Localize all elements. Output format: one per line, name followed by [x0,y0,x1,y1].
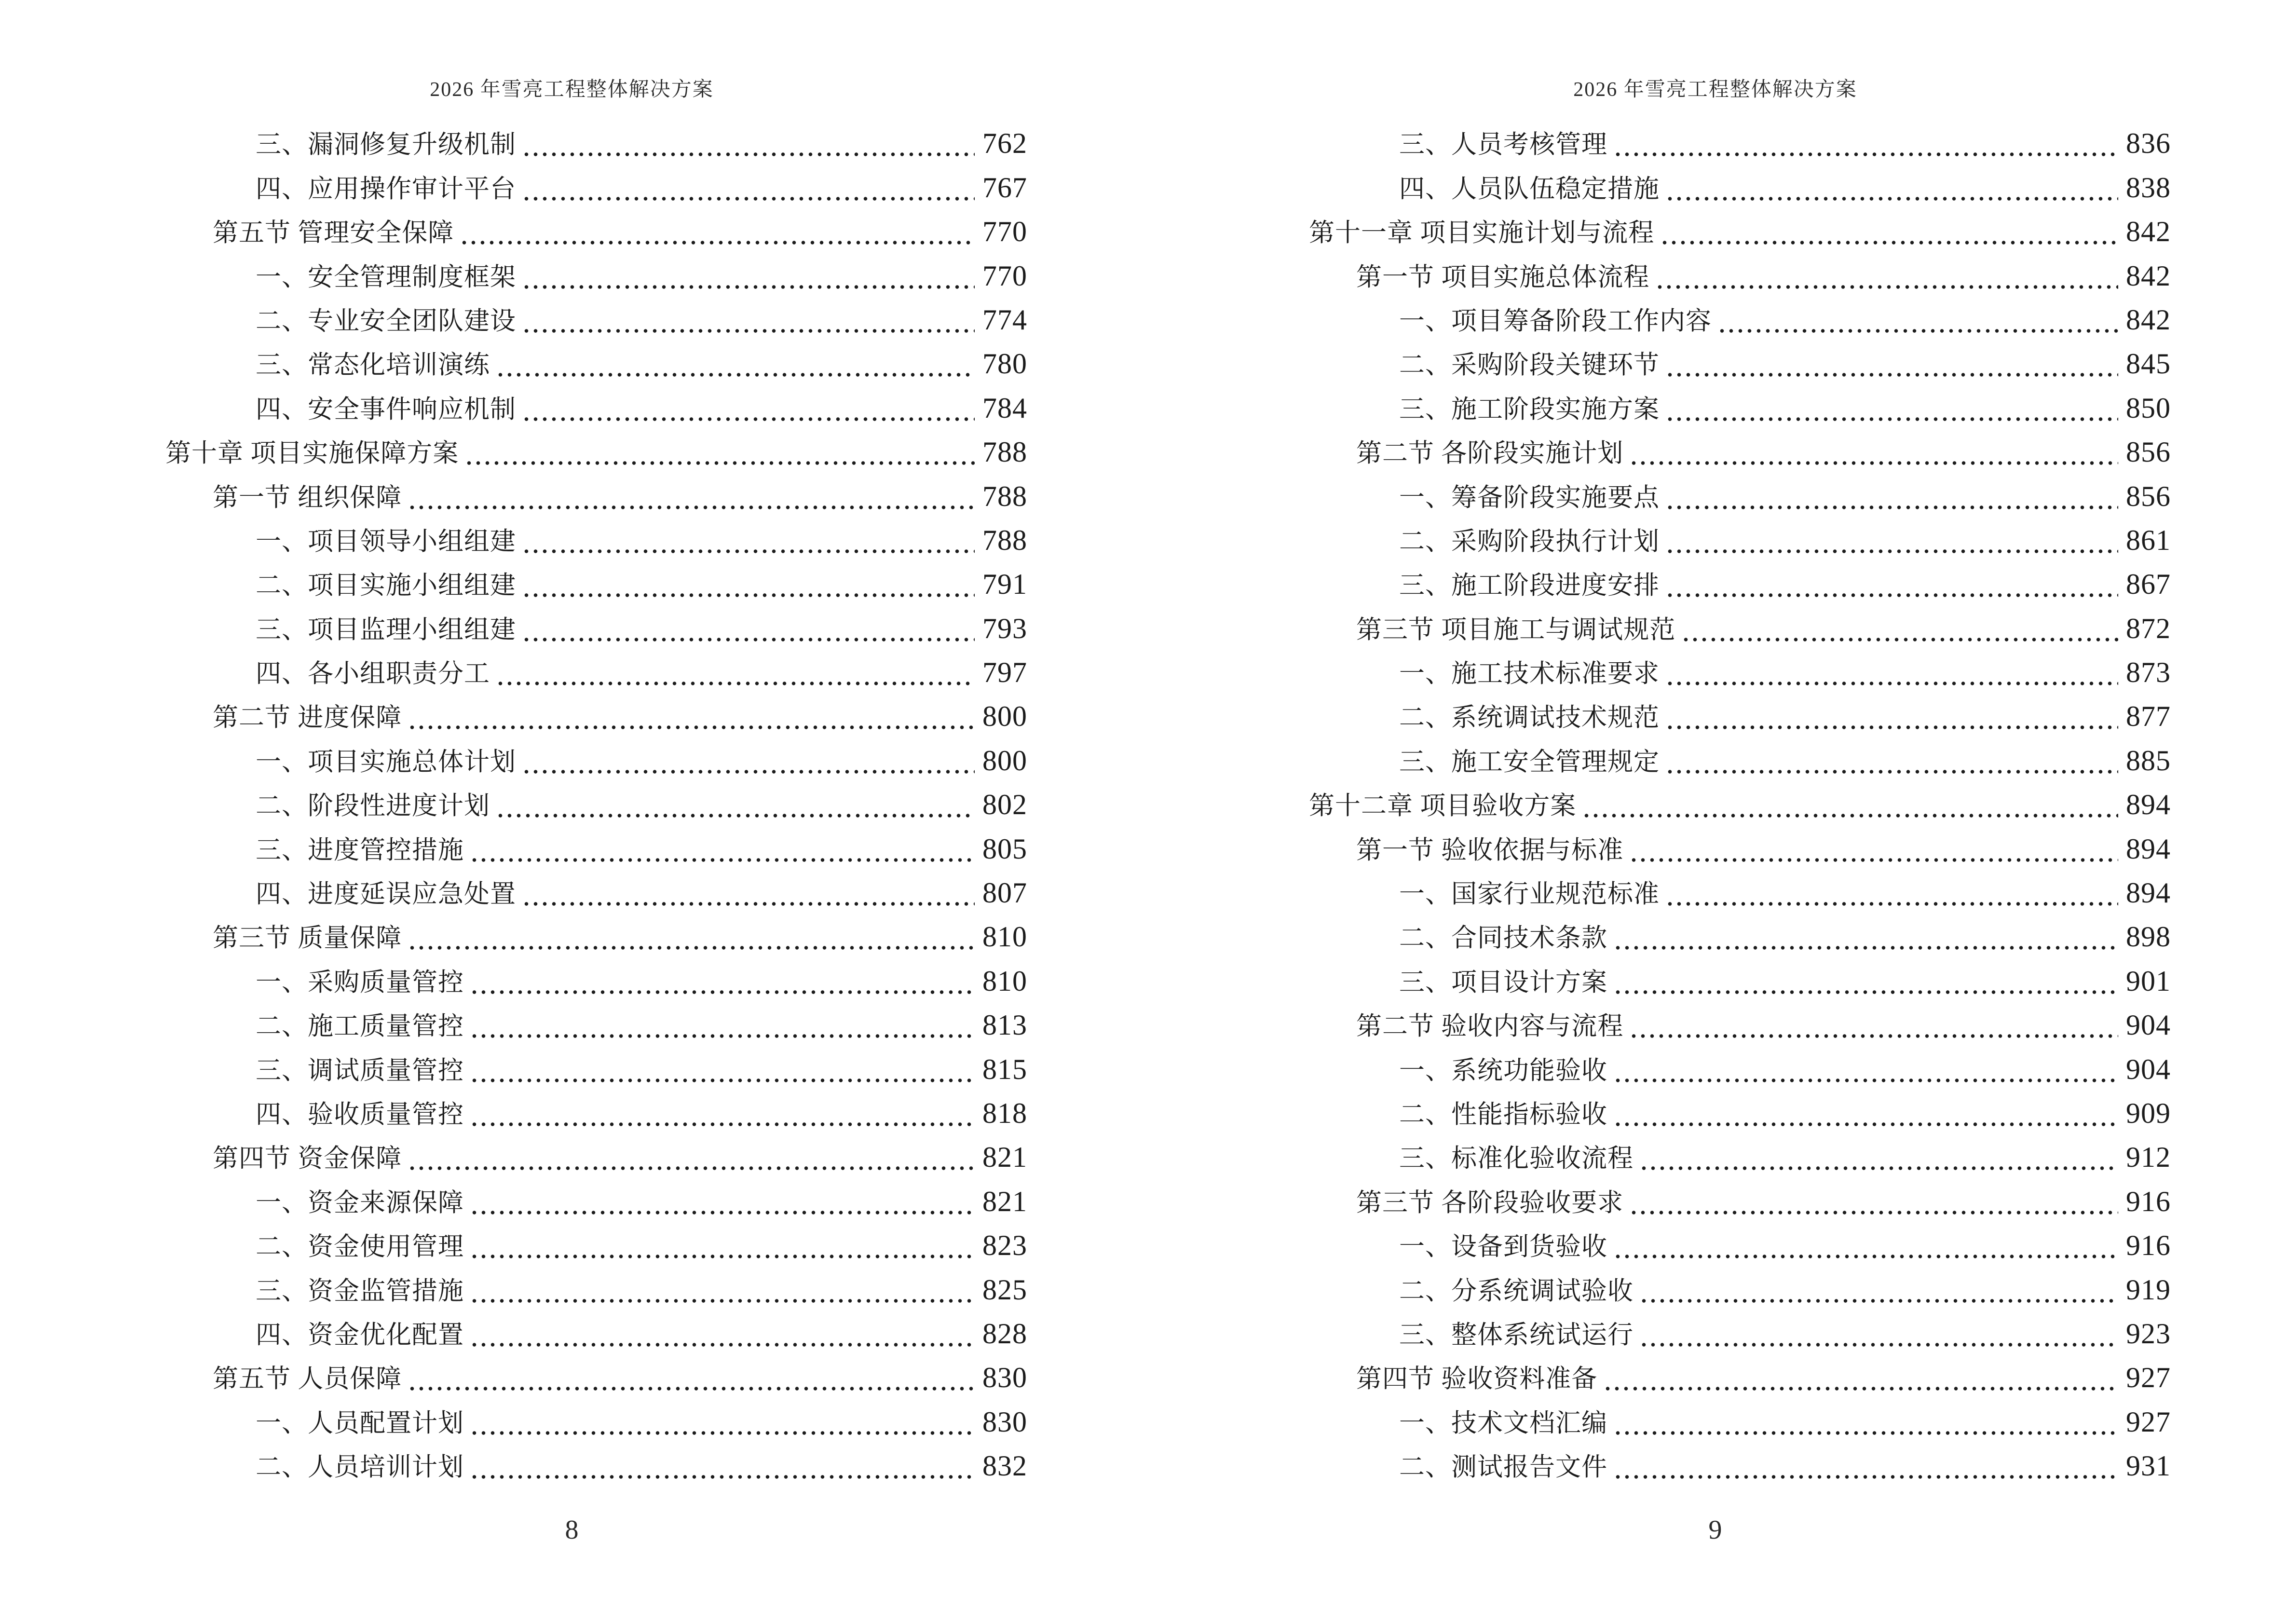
dot-leader [460,239,975,246]
toc-entry-page-number: 901 [2126,965,2171,997]
toc-entry-page-number: 810 [982,921,1027,953]
toc-entry [1309,738,2171,782]
toc-entry-page-number: 856 [2126,436,2171,468]
toc-entry-label: 二、项目实施小组组建 [256,572,516,600]
toc-entry [165,254,1027,298]
dot-leader [522,548,975,555]
toc-entry-page-number: 856 [2126,480,2171,512]
toc-entry-page-number: 770 [982,259,1027,292]
dot-leader [496,371,975,378]
dot-leader [1639,1165,2118,1172]
toc-entry [1309,342,2171,386]
dot-leader [470,1033,975,1039]
toc-entry [165,519,1027,562]
toc-entry-page-number: 872 [2126,612,2171,644]
toc-entry-label: 第二节 各阶段实施计划 [1356,439,1624,468]
toc-entry [1309,606,2171,650]
dot-leader [470,857,975,863]
toc-entry [165,1224,1027,1268]
dot-leader [1665,724,2118,731]
dot-leader [1665,548,2118,555]
dot-leader [522,768,975,775]
toc-entry-label: 第十章 项目实施保障方案 [165,439,459,468]
toc-entry [165,562,1027,606]
toc-entry-label: 一、采购质量管控 [256,968,464,996]
dot-leader [1629,460,2118,466]
toc-entry-page-number: 805 [982,832,1027,865]
dot-leader [1613,944,2118,951]
toc-entry-page-number: 813 [982,1009,1027,1041]
dot-leader [1613,1430,2118,1436]
dot-leader [1717,328,2118,334]
toc-entry-label: 一、人员配置计划 [256,1409,464,1437]
dot-leader [1613,1121,2118,1128]
toc-entry [1309,1356,2171,1400]
toc-entry [1309,1312,2171,1356]
dot-leader [470,1341,975,1348]
toc-entry-page-number: 836 [2126,127,2171,160]
toc-entry-label: 第三节 项目施工与调试规范 [1356,615,1676,644]
toc-list [165,122,1027,1488]
toc-entry [1309,1444,2171,1488]
dot-leader [1665,768,2118,775]
toc-entry-label: 三、施工阶段进度安排 [1399,572,1660,600]
toc-entry [1309,695,2171,738]
toc-entry [1309,562,2171,606]
toc-list [1309,122,2171,1488]
toc-entry [165,1356,1027,1400]
toc-entry-page-number: 885 [2126,744,2171,777]
toc-entry-label: 第三节 各阶段验收要求 [1356,1188,1624,1217]
toc-entry-label: 二、性能指标验收 [1399,1100,1607,1129]
toc-entry-label: 三、项目监理小组组建 [256,615,516,644]
dot-leader [522,151,975,158]
dot-leader [496,680,975,687]
toc-entry-page-number: 927 [2126,1362,2171,1394]
dot-leader [522,328,975,334]
toc-entry-page-number: 807 [982,877,1027,909]
dot-leader [470,1077,975,1084]
dot-leader [522,195,975,202]
toc-entry [165,210,1027,254]
dot-leader [470,1430,975,1436]
toc-entry [165,959,1027,1003]
dot-leader [408,1385,975,1392]
toc-entry-label: 四、安全事件响应机制 [256,395,516,423]
dot-leader [1613,1474,2118,1480]
dot-leader [496,812,975,819]
dot-leader [1665,901,2118,907]
toc-entry [1309,430,2171,474]
toc-entry-page-number: 797 [982,656,1027,689]
toc-entry-page-number: 810 [982,965,1027,997]
dot-leader [470,1209,975,1216]
dot-leader [522,636,975,643]
toc-entry [165,474,1027,518]
toc-entry [1309,122,2171,165]
toc-entry-page-number: 828 [982,1317,1027,1350]
dot-leader [1629,857,2118,863]
dot-leader [522,416,975,423]
dot-leader [408,724,975,731]
toc-entry-label: 第二节 验收内容与流程 [1356,1012,1624,1041]
dot-leader [408,1165,975,1172]
toc-entry-page-number: 909 [2126,1097,2171,1129]
toc-entry-page-number: 904 [2126,1009,2171,1041]
toc-entry [1309,1003,2171,1047]
toc-entry [1309,474,2171,518]
toc-entry [165,1092,1027,1135]
toc-entry-page-number: 815 [982,1053,1027,1085]
page-header: 2026 年雪亮工程整体解决方案 [430,79,714,101]
toc-entry-label: 四、资金优化配置 [256,1321,464,1349]
toc-entry-page-number: 770 [982,216,1027,248]
toc-entry-label: 三、标准化验收流程 [1399,1145,1634,1173]
dot-leader [470,989,975,996]
toc-entry-page-number: 842 [2126,259,2171,292]
toc-entry-label: 一、设备到货验收 [1399,1233,1607,1261]
toc-entry-page-number: 818 [982,1097,1027,1129]
toc-entry-label: 第一节 验收依据与标准 [1356,836,1624,864]
toc-entry-label: 四、进度延误应急处置 [256,880,516,909]
toc-entry-label: 第十二章 项目验收方案 [1309,792,1577,820]
toc-entry [165,783,1027,827]
toc-entry-page-number: 791 [982,568,1027,600]
dot-leader [1665,371,2118,378]
toc-entry [1309,1268,2171,1311]
dot-leader [1681,636,2118,643]
toc-entry-page-number: 788 [982,524,1027,556]
toc-entry-label: 第五节 管理安全保障 [213,219,454,247]
toc-entry-page-number: 788 [982,480,1027,512]
toc-entry-label: 二、资金使用管理 [256,1233,464,1261]
toc-entry-label: 三、调试质量管控 [256,1056,464,1085]
dot-leader [1603,1385,2118,1392]
dot-leader [408,944,975,951]
toc-entry-label: 第四节 验收资料准备 [1356,1365,1598,1393]
toc-entry-page-number: 894 [2126,877,2171,909]
toc-entry-label: 一、项目筹备阶段工作内容 [1399,307,1712,335]
toc-entry-label: 三、资金监管措施 [256,1277,464,1305]
toc-entry [165,606,1027,650]
toc-entry-page-number: 842 [2126,216,2171,248]
toc-entry-page-number: 850 [2126,392,2171,424]
toc-entry-page-number: 861 [2126,524,2171,556]
toc-entry-label: 一、安全管理制度框架 [256,263,516,291]
dot-leader [470,1297,975,1304]
toc-entry-label: 一、施工技术标准要求 [1399,660,1660,688]
toc-entry-page-number: 821 [982,1141,1027,1174]
toc-entry-label: 一、系统功能验收 [1399,1056,1607,1085]
toc-entry-label: 第三节 质量保障 [213,924,402,953]
toc-entry-label: 三、整体系统试运行 [1399,1321,1634,1349]
toc-entry [1309,915,2171,959]
toc-entry-label: 二、施工质量管控 [256,1012,464,1041]
toc-entry-page-number: 898 [2126,921,2171,953]
toc-entry-page-number: 800 [982,744,1027,777]
toc-entry-page-number: 916 [2126,1229,2171,1262]
dot-leader [522,901,975,907]
toc-entry [165,1268,1027,1311]
toc-entry [165,1003,1027,1047]
dot-leader [522,592,975,599]
toc-entry-label: 第四节 资金保障 [213,1145,402,1173]
dot-leader [1665,680,2118,687]
toc-entry [165,298,1027,342]
dot-leader [1665,592,2118,599]
toc-entry [1309,1092,2171,1135]
toc-entry-page-number: 830 [982,1362,1027,1394]
dot-leader [1613,1077,2118,1084]
toc-entry [1309,519,2171,562]
toc-entry [1309,298,2171,342]
dot-leader [470,1253,975,1260]
toc-entry-label: 一、国家行业规范标准 [1399,880,1660,909]
toc-entry-label: 二、阶段性进度计划 [256,792,490,820]
toc-entry-label: 三、人员考核管理 [1399,131,1607,159]
toc-entry [165,695,1027,738]
toc-entry-page-number: 830 [982,1406,1027,1438]
toc-entry-page-number: 931 [2126,1450,2171,1482]
toc-entry-label: 一、资金来源保障 [256,1188,464,1217]
toc-entry-label: 三、进度管控措施 [256,836,464,864]
toc-entry-label: 三、施工阶段实施方案 [1399,395,1660,423]
toc-entry-label: 第十一章 项目实施计划与流程 [1309,219,1655,247]
toc-entry [165,871,1027,915]
dot-leader [1665,504,2118,511]
page-header: 2026 年雪亮工程整体解决方案 [1573,79,1857,101]
toc-entry [165,122,1027,165]
toc-entry-label: 第二节 进度保障 [213,704,402,732]
toc-entry-page-number: 923 [2126,1317,2171,1350]
toc-entry [165,1135,1027,1179]
dot-leader [1613,151,2118,158]
toc-entry-page-number: 821 [982,1185,1027,1217]
toc-entry [1309,165,2171,209]
toc-entry [1309,1179,2171,1223]
toc-entry [1309,1224,2171,1268]
toc-entry [165,1312,1027,1356]
toc-entry-label: 二、合同技术条款 [1399,924,1607,953]
toc-entry [165,1179,1027,1223]
toc-entry [1309,959,2171,1003]
toc-entry [1309,827,2171,871]
dot-leader [522,284,975,290]
toc-entry-label: 四、应用操作审计平台 [256,175,516,203]
toc-entry-label: 四、验收质量管控 [256,1100,464,1129]
dot-leader [1639,1297,2118,1304]
toc-entry [165,738,1027,782]
dot-leader [1582,812,2118,819]
toc-entry-page-number: 873 [2126,656,2171,689]
toc-entry-page-number: 780 [982,348,1027,380]
toc-page-right [1144,0,2287,1624]
toc-entry-label: 二、采购阶段关键环节 [1399,351,1660,380]
toc-entry-label: 四、人员队伍稳定措施 [1399,175,1660,203]
toc-entry [1309,871,2171,915]
toc-entry-label: 二、分系统调试验收 [1399,1277,1634,1305]
toc-entry [165,386,1027,430]
toc-entry-label: 三、项目设计方案 [1399,968,1607,996]
toc-entry-page-number: 894 [2126,789,2171,821]
toc-entry-page-number: 774 [982,303,1027,336]
toc-entry-label: 二、系统调试技术规范 [1399,704,1660,732]
toc-entry-page-number: 842 [2126,303,2171,336]
toc-entry [1309,1135,2171,1179]
toc-entry-label: 三、施工安全管理规定 [1399,748,1660,776]
toc-entry-page-number: 838 [2126,171,2171,204]
dot-leader [1629,1209,2118,1216]
toc-entry [165,430,1027,474]
toc-entry [165,342,1027,386]
dot-leader [470,1121,975,1128]
toc-entry-page-number: 800 [982,700,1027,733]
toc-entry [1309,651,2171,695]
toc-entry-page-number: 823 [982,1229,1027,1262]
dot-leader [1660,239,2118,246]
dot-leader [1639,1341,2118,1348]
toc-entry [1309,783,2171,827]
toc-entry-label: 第五节 人员保障 [213,1365,402,1393]
toc-entry-page-number: 825 [982,1273,1027,1306]
toc-entry [165,915,1027,959]
toc-entry-label: 二、测试报告文件 [1399,1453,1607,1482]
toc-entry-page-number: 832 [982,1450,1027,1482]
toc-entry-label: 第一节 组织保障 [213,483,402,512]
toc-entry-label: 二、专业安全团队建设 [256,307,516,335]
dot-leader [1629,1033,2118,1039]
toc-entry [165,165,1027,209]
toc-entry-page-number: 877 [2126,700,2171,733]
dot-leader [464,460,975,466]
toc-entry-label: 三、常态化培训演练 [256,351,490,380]
toc-entry [165,1400,1027,1444]
toc-entry [165,651,1027,695]
toc-entry-page-number: 904 [2126,1053,2171,1085]
dot-leader [408,504,975,511]
toc-entry-page-number: 802 [982,789,1027,821]
toc-entry-label: 一、项目领导小组组建 [256,527,516,556]
toc-entry-label: 第一节 项目实施总体流程 [1356,263,1650,291]
toc-entry-label: 一、技术文档汇编 [1399,1409,1607,1437]
toc-entry [165,1047,1027,1091]
dot-leader [1655,284,2118,290]
toc-entry-page-number: 919 [2126,1273,2171,1306]
dot-leader [1665,195,2118,202]
toc-entry-label: 四、各小组职责分工 [256,660,490,688]
toc-entry-page-number: 784 [982,392,1027,424]
toc-entry [1309,254,2171,298]
toc-entry [165,827,1027,871]
dot-leader [1613,1253,2118,1260]
toc-entry [165,1444,1027,1488]
toc-entry-page-number: 845 [2126,348,2171,380]
toc-entry-label: 一、筹备阶段实施要点 [1399,483,1660,512]
toc-entry-label: 一、项目实施总体计划 [256,748,516,776]
dot-leader [1613,989,2118,996]
toc-entry [1309,386,2171,430]
toc-entry-page-number: 867 [2126,568,2171,600]
toc-entry-page-number: 916 [2126,1185,2171,1217]
toc-entry-page-number: 788 [982,436,1027,468]
toc-entry-label: 二、人员培训计划 [256,1453,464,1482]
page-footer-number: 8 [565,1515,579,1545]
dot-leader [470,1474,975,1480]
toc-entry-page-number: 767 [982,171,1027,204]
toc-entry-page-number: 762 [982,127,1027,160]
toc-entry [1309,1047,2171,1091]
toc-entry-page-number: 793 [982,612,1027,644]
toc-entry-label: 三、漏洞修复升级机制 [256,131,516,159]
toc-entry-label: 二、采购阶段执行计划 [1399,527,1660,556]
toc-entry-page-number: 894 [2126,832,2171,865]
toc-entry-page-number: 927 [2126,1406,2171,1438]
toc-entry [1309,210,2171,254]
toc-entry [1309,1400,2171,1444]
toc-entry-page-number: 912 [2126,1141,2171,1174]
dot-leader [1665,416,2118,423]
page-footer-number: 9 [1708,1515,1722,1545]
